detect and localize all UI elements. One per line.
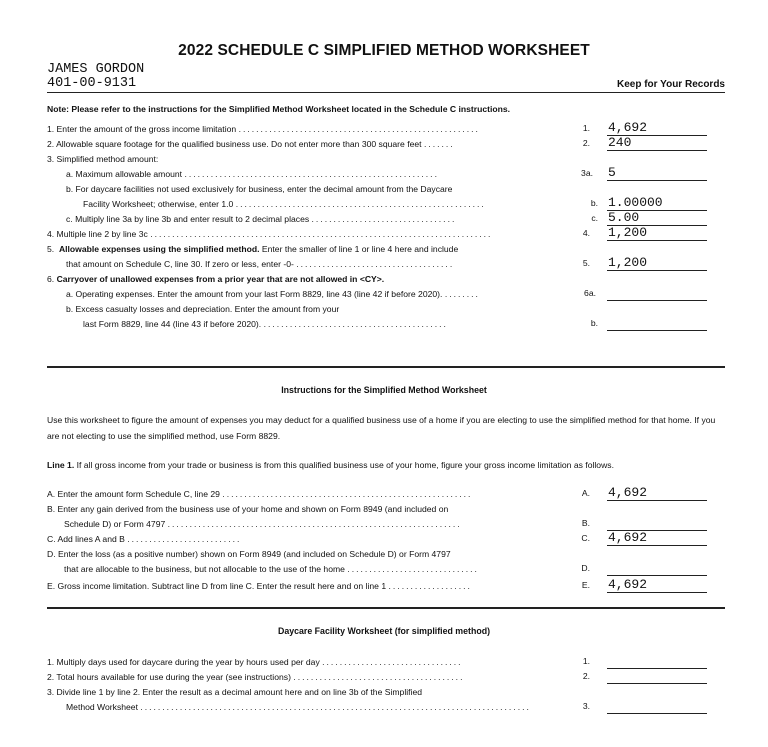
line-2-text: 2. Allowable square footage for the qualified business use. Do not enter more than 300 square feet ....... <box>47 139 455 149</box>
header-divider <box>47 92 725 93</box>
line-6b-text-2: last Form 8829, line 44 (line 43 if before 2020). .......................................... <box>83 319 448 329</box>
note: Note: Please refer to the instructions for the Simplified Method Worksheet located in the Schedule C instructions. <box>47 104 511 114</box>
line-C-num: C. <box>581 533 590 543</box>
line-E-text: E. Gross income limitation. Subtract line D from line C. Enter the result here and on line 1 ................... <box>47 581 472 591</box>
line-E-num: E. <box>581 580 590 590</box>
line-B-text-2: Schedule D) or Form 4797 ................................................................... <box>64 519 462 529</box>
daycare-line-1-num: 1. <box>582 656 590 666</box>
line-5-value: 1,200 <box>607 256 707 271</box>
line-4-num: 4. <box>582 228 590 238</box>
line-D-value[interactable] <box>607 561 707 576</box>
daycare-line-3-text-2: Method Worksheet ......................................................................................... <box>66 702 531 712</box>
page-title: 2022 SCHEDULE C SIMPLIFIED METHOD WORKSHEET <box>178 42 590 59</box>
line-3a-text: a. Maximum allowable amount .......................................................... <box>66 169 439 179</box>
line-D-text-1: D. Enter the loss (as a positive number) shown on Form 8949 (and included on Schedule D) or Form 4797 <box>47 549 451 559</box>
line-D-num: D. <box>581 563 590 573</box>
daycare-line-3-value[interactable] <box>607 699 707 714</box>
line-B-num: B. <box>581 518 590 528</box>
line-4-text: 4. Multiple line 2 by line 3c .............................................................................. <box>47 229 493 239</box>
daycare-line-2-text: 2. Total hours available for use during the year (see instructions) ....................................... <box>47 672 465 682</box>
line-5-num: 5. <box>582 258 590 268</box>
line-1-instructions: Line 1. If all gross income from your trade or business is from this qualified business use of your home, figure your gross income limitation as follows. <box>47 460 614 470</box>
line-1-text: 1. Enter the amount of the gross income limitation ....................................................... <box>47 124 480 134</box>
line-5-text-2: that amount on Schedule C, line 30. If zero or less, enter -0- .................................... <box>66 259 455 269</box>
section-divider-2 <box>47 607 725 609</box>
instructions-heading: Instructions for the Simplified Method Worksheet <box>281 385 487 395</box>
line-D-text-2: that are allocable to the business, but not allocable to the use of the home .............................. <box>64 564 479 574</box>
line-3b-text-2: Facility Worksheet; otherwise, enter 1.0 ......................................................... <box>83 199 486 209</box>
line-A-text: A. Enter the amount form Schedule C, line 29 ......................................................... <box>47 489 473 499</box>
keep-records-label: Keep for Your Records <box>617 79 725 90</box>
taxpayer-ssn: 401-00-9131 <box>47 76 137 91</box>
taxpayer-name: JAMES GORDON <box>47 62 145 77</box>
line-E-value: 4,692 <box>607 578 707 593</box>
line-6b-text-1: b. Excess casualty losses and depreciation. Enter the amount from your <box>66 304 340 314</box>
line-3a-value: 5 <box>607 166 707 181</box>
line-A-num: A. <box>581 488 590 498</box>
daycare-line-2-num: 2. <box>582 671 590 681</box>
line-3a-num: 3a. <box>581 168 593 178</box>
daycare-line-3-text-1: 3. Divide line 1 by line 2. Enter the result as a decimal amount here and on line 3b of the Simplified <box>47 687 422 697</box>
line-3b-value: 1.00000 <box>607 196 707 211</box>
line-6b-value[interactable] <box>607 316 707 331</box>
line-2-value: 240 <box>607 136 707 151</box>
line-4-value: 1,200 <box>607 226 707 241</box>
daycare-line-3-num: 3. <box>582 701 590 711</box>
line-C-value: 4,692 <box>607 531 707 546</box>
daycare-heading: Daycare Facility Worksheet (for simplified method) <box>278 626 490 636</box>
line-6a-num: 6a. <box>584 288 596 298</box>
line-3-text: 3. Simplified method amount: <box>47 154 159 164</box>
section-divider-1 <box>47 366 725 368</box>
line-5-text-1: 5. Allowable expenses using the simplified method. Enter the smaller of line 1 or line 4 here and include <box>47 244 459 254</box>
line-A-value: 4,692 <box>607 486 707 501</box>
line-6-text: 6. Carryover of unallowed expenses from a prior year that are not allowed in <CY>. <box>47 274 385 284</box>
line-B-text-1: B. Enter any gain derived from the business use of your home and shown on Form 8949 (and included on <box>47 504 449 514</box>
line-3c-text: c. Multiply line 3a by line 3b and enter result to 2 decimal places ................................. <box>66 214 457 224</box>
line-6a-value[interactable] <box>607 286 707 301</box>
instructions-paragraph: Use this worksheet to figure the amount of expenses you may deduct for a qualified business use of a home if you are electing to use the simplified method for that home. If you are not electing to use the simplified method, use Form 8829. <box>47 415 716 441</box>
line-1-value: 4,692 <box>607 121 707 136</box>
line-3c-num: c. <box>591 213 598 223</box>
line-C-text: C. Add lines A and B .......................... <box>47 534 242 544</box>
line-6a-text: a. Operating expenses. Enter the amount from your last Form 8829, line 43 (line 42 if before 2020). ........ <box>66 289 480 299</box>
line-3c-value: 5.00 <box>607 211 707 226</box>
line-3b-num: b. <box>590 198 598 208</box>
daycare-line-1-text: 1. Multiply days used for daycare during the year by hours used per day ................................ <box>47 657 463 667</box>
line-2-num: 2. <box>582 138 590 148</box>
daycare-line-2-value[interactable] <box>607 669 707 684</box>
line-B-value[interactable] <box>607 516 707 531</box>
line-1-num: 1. <box>582 123 590 133</box>
line-3b-text-1: b. For daycare facilities not used exclusively for business, enter the decimal amount from the Daycare <box>66 184 453 194</box>
daycare-line-1-value[interactable] <box>607 654 707 669</box>
line-6b-num: b. <box>590 318 598 328</box>
